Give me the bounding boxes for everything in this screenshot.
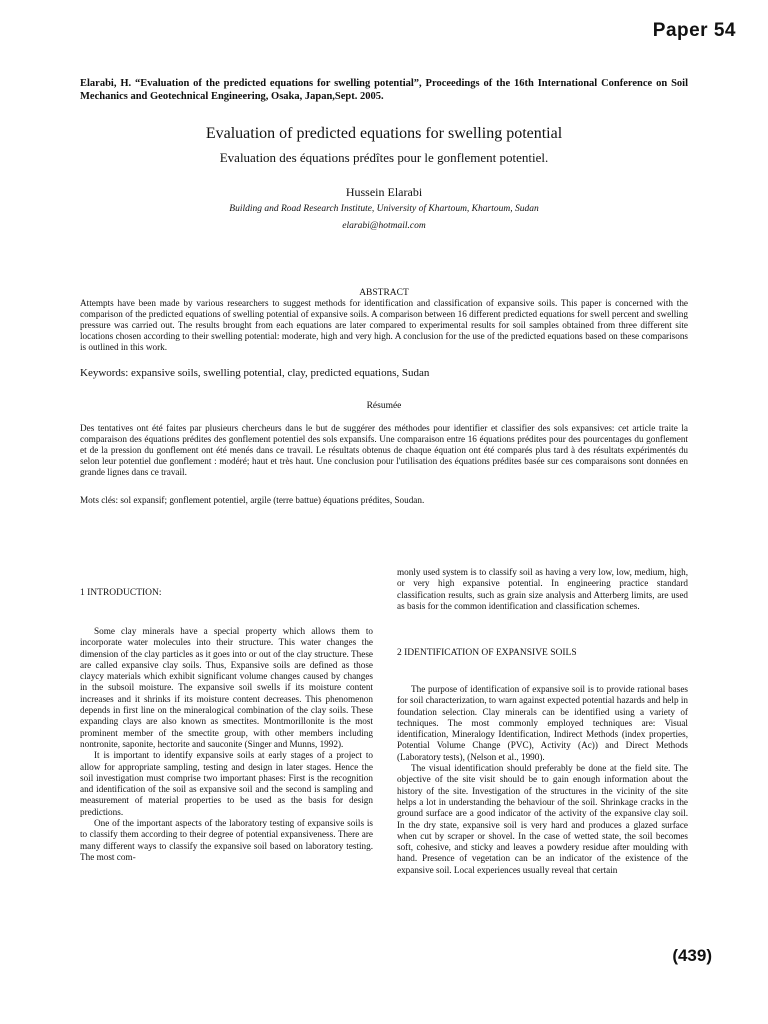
page-number: (439) [672,946,712,965]
keywords: Keywords: expansive soils, swelling potential, clay, predicted equations, Sudan [80,367,430,379]
abstract-text: Attempts have been made by various researchers to suggest methods for identification and classification of expansive soils. This paper is concerned with the comparison of the predicted equations of swelling potential of expansive soils. A comparison between 16 different predicted equations for swell percent and swelling pressure was carried out. The results brought from each equations are later compared to experimental results for soil samples obtained from three different site locations chosen according to their swelling potential: moderate, high and very high. A conclusion for the use of the predicted equations based on these comparisons is outlined in this work. [80,298,688,352]
paper-title: Evaluation of predicted equations for swelling potential [205,125,563,142]
introduction-body [80,626,373,863]
identification-body [397,684,688,876]
introduction-continuation [397,567,688,612]
author-affiliation: Building and Road Research Institute, University of Khartoum, Khartoum, Sudan [229,204,539,214]
mots-cles: Mots clés: sol expansif; gonflement potentiel, argile (terre battue) équations prédites, Soudan. [80,495,425,505]
author-name: Hussein Elarabi [345,185,423,199]
author-email: elarabi@hotmail.com [342,221,426,231]
section-heading-introduction: 1 INTRODUCTION: [80,588,162,598]
paragraph: The purpose of identification of expansive soil is to provide rational bases for soil characterization, to warn against expected potential hazards and help in foundation selection. Clay minerals can be identified using a variety of techniques. The most commonly employed techniques are: Visual identification, Mineralogy Identification, Indirect Methods (index properties, Potential Volume Change (PVC), Activity (Ac)) and Direct Methods (Laboratory tests), (Nelson et al., 1990). [397,684,688,762]
paragraph: monly used system is to classify soil as having a very low, low, medium, high, or very high expansive potential. In engineering practice standard classification results, such as grain size analysis and Atterberg limits, are used as basis for the common identification and classification schemes. [397,567,688,611]
paragraph: Some clay minerals have a special property which allows them to incorporate water molecules into their structure. This water changes the dimension of the clay particles as it goes into or out of the clay structure. These are called expansive clay soils. Thus, Expansive soils are defined as those claycy materials which exhibit significant volume changes caused by changes in the subsoil moisture. The expansive soil swells if its moisture content increases and it shrinks if its moisture content decreases. This phenomenon depends in first line on the mineralogical combination of the clay soils. These expanding clays are also known as smectites. Montmorillonite is the most prominent member of the smectite group, with other members including nontronite, saponite, hectorite and sauconite (Singer and Munns, 1992). [80,626,373,749]
citation: Elarabi, H. “Evaluation of the predicted equations for swelling potential”, Proceedings of the 16th International Conference on Soil Mechanics and Geotechnical Engineering, Osaka, Japan,Sept. 2005. [80,78,688,102]
abstract-heading: ABSTRACT [359,288,409,298]
resume-heading: Résumée [366,401,402,411]
paper-subtitle: Evaluation des équations prédîtes pour le gonflement potentiel. [219,150,549,165]
paper-number-label: Paper 54 [652,20,736,41]
resume-text: Des tentatives ont été faites par plusieurs chercheurs dans le but de suggérer des méthodes pour identifier et classifier des sols expansives: cet article traite la comparaison des équations prédites des gonflement potentiel des sols expansifs. Une comparaison entre 16 équations prédites pour des pourcentages du gonflement et de la pression du gonflement ont été menés dans ce travail. Le résultats obtenus de chaque équation ont été comparés plus tard à des résultats expérimentés du selon leur potentiel due gonflement : modéré; haut et très haut. Une conclusion pour l'utilisation des équations prédites basée sur ces comparaisons sont données en grande lignes dans ce travail. [80,423,688,477]
paragraph: One of the important aspects of the laboratory testing of expansive soils is to classify them according to their degree of potential expansiveness. There are many different ways to classify the expansive soil based on laboratory testing. The most com- [80,818,373,862]
section-heading-identification: 2 IDENTIFICATION OF EXPANSIVE SOILS [397,648,577,658]
paragraph: The visual identification should preferably be done at the field site. The objective of the site visit should be to gain enough information about the history of the site. Investigation of the structures in the vicinity of the site helps a lot in understanding the behaviour of the soil. Shrinkage cracks in the ground surface are a good indicator of the activity of the expansive clay soil. In the dry state, expansive soil is very hard and produces a glazed surface when cut by scraper or shovel. In the case of wetted state, the soil becomes soft, cohesive, and sticky and leaves a powdery residue after moulding with hand. Presence of vegetation can be an indicator of the existence of the expansive soil. Local experiences usually reveal that certain [397,763,688,875]
paragraph: It is important to identify expansive soils at early stages of a project to allow for appropriate sampling, testing and design in later stages. Hence the soil investigation must comprise two important phases: First is the recognition and identification of the soil as expansive soil and the second is sampling and measurement of material properties to be used as the basis for design predictions. [80,750,373,817]
